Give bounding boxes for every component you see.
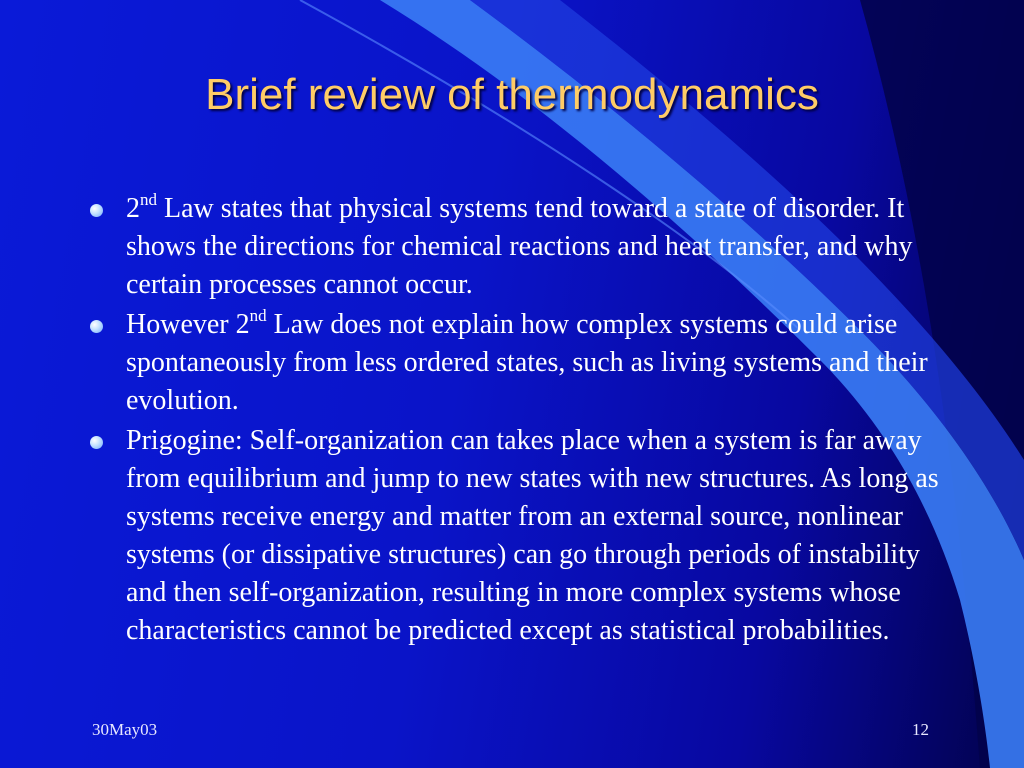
- bullet-text-pre: However 2: [126, 309, 250, 340]
- page-number: 12: [912, 720, 929, 739]
- bullet-text-pre: Prigogine: Self-organization can takes place when a system is far away from equilibrium and jump to new states with new structures. As long as systems receive energy and matter from an external source, nonlinear systems (or dissipative structures) can go through periods of instability and then self-organization, resulting in more complex systems whose characteristics cannot be predicted except as statistical probabilities.: [126, 425, 939, 646]
- bullet-dot-icon: [90, 204, 103, 217]
- bullet-item-2: [90, 306, 950, 420]
- bullet-list: [90, 190, 950, 652]
- bullet-text-post: Law does not explain how complex systems could arise spontaneously from less ordered states, such as living systems and their evolution.: [126, 309, 928, 416]
- bullet-item-1: [90, 190, 950, 304]
- bullet-item-3: [90, 422, 950, 650]
- footer-date: 30May03: [92, 720, 158, 739]
- bullet-dot-icon: [90, 436, 103, 449]
- bullet-text-post: Law states that physical systems tend toward a state of disorder. It shows the directions for chemical reactions and heat transfer, and why certain processes cannot occur.: [126, 193, 913, 300]
- bullet-text-pre: 2: [126, 193, 140, 224]
- slide-title: Brief review of thermodynamics: [205, 70, 819, 119]
- ordinal-superscript: nd: [140, 189, 157, 209]
- bullet-dot-icon: [90, 320, 103, 333]
- ordinal-superscript: nd: [249, 305, 267, 325]
